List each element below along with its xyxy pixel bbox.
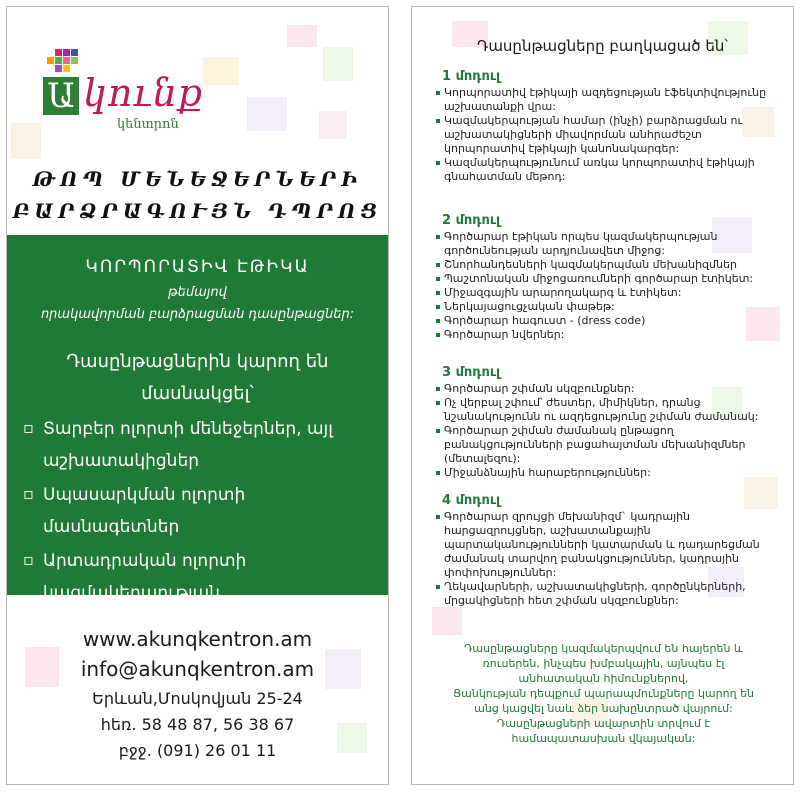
list-item: Պաշտոնական միջոցառումների գործարար էտիկետ: xyxy=(436,272,776,286)
list-item: Գործարար հագուստ - (dress code) xyxy=(436,314,776,328)
list-item: Ներկայացուցչական փաթեթ: xyxy=(436,300,776,314)
course-heading: ԿՈՐՊՈՐԱՏԻՎ ԷԹԻԿԱ xyxy=(85,257,310,277)
list-item: Ղեկավարների, աշխատակիցների, գործընկերների, մրցակիցների հետ շփման սկզբունքներ: xyxy=(436,580,776,608)
list-item: Կազմակերպության համար (ինչի) բարձրացման ու աշխատակիցների միավորման անհրաժեշտ կորպորատիվ էթիկայի կանոնակարգեր: xyxy=(436,114,776,156)
module-title: 2 մոդուլ xyxy=(442,213,501,228)
footer-line: անց կացվել նաև ձեր նախընտրած վայրում: xyxy=(474,702,733,715)
list-item: Կորպորատիվ էթիկայի ազդեցության էֆեկտիվությունը աշխատանքի վրա: xyxy=(436,86,776,114)
logo-letter: Ա xyxy=(43,77,79,115)
footer-line: Դասընթացների ավարտին տրվում է xyxy=(496,717,711,730)
module-3 xyxy=(436,365,776,480)
list-item: Միջանձնային հարաբերություններ: xyxy=(436,466,776,480)
website-link[interactable]: www.akunqkentron.am xyxy=(82,627,313,651)
module-title: 1 մոդուլ xyxy=(442,69,501,84)
list-item: Շնորհանդեսների կազմակերպման մեխանիզմներ xyxy=(436,258,776,272)
footer-line: ռուսերեն, ինչպես խմբակային, այնպես էլ xyxy=(482,657,725,670)
course-subtitle-2: որակավորման բարձրացման դասընթացներ: xyxy=(40,307,355,322)
list-item: Գործարար շփման սկզբունքներ: xyxy=(436,382,776,396)
email-link[interactable]: info@akunqkentron.am xyxy=(80,657,315,681)
logo-name: կունք xyxy=(83,71,204,115)
list-item: ▫ Տարբեր ոլորտի մենեջերներ, այլ աշխատակիցներ xyxy=(21,413,376,477)
list-item: ▫ Արտադրական ոլորտի կազմակերպության աշխատակիցներ xyxy=(21,545,376,641)
list-item: Կազմակերպությունում առկա կորպորատիվ էթիկայի գնահատման մեթոդ: xyxy=(436,156,776,184)
logo-subtitle: կենտրոն xyxy=(117,117,179,132)
module-4 xyxy=(436,493,776,608)
list-item: Գործարար զրույցի մեխանիզմ` կադրային հարցազրույցներ, աշխատանքային պարտականությունների կատարման և դադարեցման ժամանակ տարվող բանակցություններ, կադրային փոփոխություններ: xyxy=(436,510,776,580)
module-title: 4 մոդուլ xyxy=(442,493,501,508)
list-item: Գործարար էթիկան որպես կազմակերպության գործունեության արդյունավետ միջոց: xyxy=(436,230,776,258)
participants-list xyxy=(21,413,376,643)
logo-mosaic-icon xyxy=(45,47,81,77)
footer-line: Դասընթացները կազմակերպվում են հայերեն և xyxy=(464,642,743,655)
phone-number: հեռ. 58 48 87, 56 38 67 xyxy=(100,715,295,734)
address: Երևան,Մոսկովյան 25-24 xyxy=(92,689,303,708)
left-panel xyxy=(6,6,389,785)
footer-line: Ցանկության դեպքում պարապմունքները կարող են xyxy=(452,687,755,700)
module-title: 3 մոդուլ xyxy=(442,365,501,380)
right-panel xyxy=(411,6,794,785)
mobile-number: բջջ. (091) 26 01 11 xyxy=(118,741,277,760)
course-subtitle-1: թեմայով xyxy=(168,285,227,300)
list-item: Ոչ վերբալ շփում՝ ժեստեր, միմիկներ, դրանց նշանակությունն ու ազդեցությունը շփման ժամանակ: xyxy=(436,396,776,424)
participants-heading-1: Դասընթացներին կարող են xyxy=(66,351,329,372)
list-item: Միջազգային արարողակարգ և էտիկետ: xyxy=(436,286,776,300)
school-title-line2: ԲԱՐՁՐԱԳՈՒՅՆ ԴՊՐՈՑ xyxy=(12,199,383,223)
school-title-line1: ԹՈՊ ՄԵՆԵՋԵՐՆԵՐԻ xyxy=(32,167,363,191)
footer-note xyxy=(426,641,781,746)
list-item: Գործարար շփման ժամանակ ընթացող բանակցությունների բացահայտման մեխանիզմներ (մետալեզու): xyxy=(436,424,776,466)
footer-line: անհատական հիմունքներով, xyxy=(518,672,689,685)
participants-heading-2: մասնակցել՝ xyxy=(141,383,254,404)
modules-title: Դասընթացները բաղկացած են՝ xyxy=(477,37,728,55)
list-item: ▫ Սպասարկման ոլորտի մասնագետներ xyxy=(21,479,376,543)
footer-line: համապատասխան վկայական: xyxy=(511,732,696,745)
module-2 xyxy=(436,213,776,342)
green-info-block xyxy=(7,235,388,635)
module-1 xyxy=(436,69,776,184)
list-item: Գործարար նվերներ: xyxy=(436,328,776,342)
